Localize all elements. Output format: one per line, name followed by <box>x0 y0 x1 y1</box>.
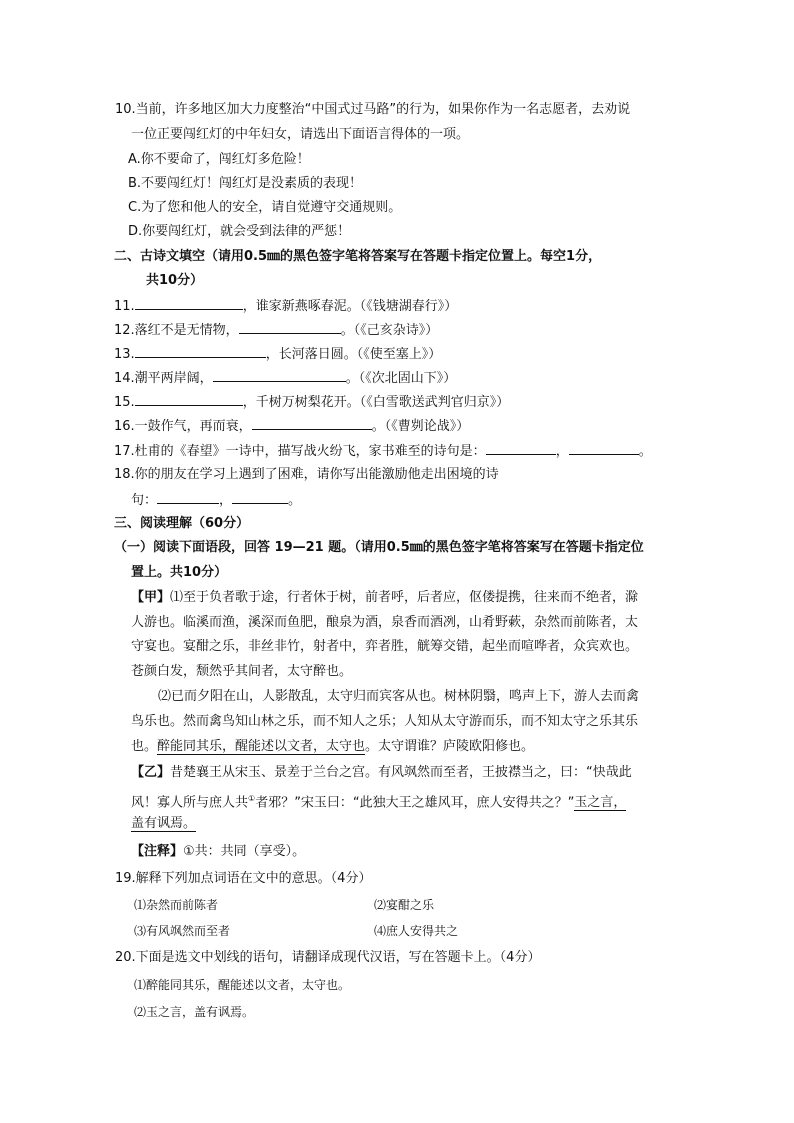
q16-text-after: 。（《曹刿论战》） <box>371 419 470 434</box>
q19-item-1: ⑴杂然而前陈者 <box>134 898 219 912</box>
q17-comma: ， <box>555 444 569 459</box>
q12-text-after: 。（《己亥杂诗》） <box>340 323 439 338</box>
q18-blank-2 <box>232 491 288 504</box>
section3-heading: 三、阅读理解（60分） <box>114 516 250 531</box>
footnote-marker: ① <box>248 794 256 803</box>
q14 <box>114 369 456 388</box>
q19-item-2: ⑵宴酣之乐 <box>374 898 435 912</box>
passage-jia-text-7a: 也。 <box>131 739 158 754</box>
passage-jia-line5: ⑵已而夕阳在山，人影散乱，太守归而宾客从也。树林阴翳，鸣声上下，游人去而禽 <box>158 689 640 704</box>
q18-comma: ， <box>219 493 233 508</box>
section3-sub1-line1: （一）阅读下面语段，回答 19—21 题。（请用0.5㎜的黑色签字笔将答案写在答题卡指定位 <box>114 540 644 555</box>
q15 <box>114 393 509 412</box>
passage-jia-line6: 鸟乐也。然而禽鸟知山林之乐，而不知人之乐；人知从太守游而乐，而不知太守之乐其乐 <box>131 714 639 729</box>
passage-yi-text-2b: 者邪？”宋玉曰：“此独大王之雄风耳，庶人安得共之？” <box>255 795 575 811</box>
q11-number: 11. <box>114 299 135 314</box>
q19-item-3: ⑶有风飒然而至者 <box>134 924 231 938</box>
note-text: ①共：共同（享受）。 <box>183 844 306 859</box>
passage-jia-tag: 【甲】 <box>131 590 171 605</box>
q17-blank-2 <box>569 442 639 455</box>
passage-yi-text-2a: 风！寡人所与庶人共 <box>131 795 249 811</box>
q16 <box>114 417 469 436</box>
q15-text: ，千树万树梨花开。（《白雪歌送武判官归京》） <box>242 395 510 410</box>
q14-text-before: 14.潮平两岸阔， <box>114 371 213 386</box>
q18-blank-1 <box>157 491 219 504</box>
q14-blank <box>213 369 346 382</box>
q20-stem: 20.下面是选文中划线的语句，请翻译成现代汉语，写在答题卡上。（4分） <box>115 950 541 965</box>
q18-period: 。 <box>288 493 302 508</box>
section3-sub1-line2: 置上。共10分） <box>131 565 228 580</box>
passage-yi-underlined-1: 玉之言， <box>574 795 627 811</box>
passage-yi-line3 <box>131 815 196 833</box>
q14-text-after: 。（《次北固山下》） <box>345 371 457 386</box>
section2-heading-line2: 共10分） <box>146 273 204 288</box>
passage-yi-line1 <box>131 764 632 782</box>
q18-line2 <box>131 491 301 510</box>
q20-item-1: ⑴醉能同其乐，醒能述以文者，太守也。 <box>134 978 351 992</box>
passage-jia-line3: 守宴也。宴酣之乐，非丝非竹，射者中，弈者胜，觥筹交错，起坐而喧哗者，众宾欢也。 <box>131 639 639 654</box>
section2-heading-line1: 二、古诗文填空（请用0.5㎜的黑色签字笔将答案写在答题卡指定位置上。每空1分， <box>114 249 602 264</box>
q16-blank <box>252 417 372 430</box>
q12 <box>114 321 438 340</box>
passage-yi-text-1: 昔楚襄王从宋玉、景差于兰台之宫。有风飒然而至者，王披襟当之，曰：“快哉此 <box>170 765 632 780</box>
q10-option-d: D.你要闯红灯，就会受到法律的严惩！ <box>128 224 351 239</box>
q10-option-c: C.为了您和他人的安全，请自觉遵守交通规则。 <box>128 200 402 215</box>
q11-blank <box>135 297 243 310</box>
q13 <box>114 345 441 364</box>
passage-jia-text-7b: 。太守谓谁？庐陵欧阳修也。 <box>365 739 535 754</box>
q11-text: ，谁家新燕啄春泥。（《钱塘湖春行》） <box>242 299 458 314</box>
passage-jia-text-1: ⑴至于负者歌于途，行者休于树，前者呼，后者应，伛偻提携，往来而不绝者，滁 <box>170 590 639 605</box>
passage-jia-underlined: 醉能同其乐，醒能述以文者，太守也 <box>157 739 366 754</box>
q18-text-before: 句： <box>131 493 158 508</box>
q10-stem-line2: 一位正要闯红灯的中年妇女，请选出下面语言得体的一项。 <box>131 127 470 142</box>
passage-jia-line1 <box>131 589 638 607</box>
note-tag: 【注释】 <box>131 844 184 859</box>
q10-option-a: A.你不要命了，闯红灯多危险！ <box>128 152 310 167</box>
q15-number: 15. <box>114 395 135 410</box>
passage-jia-line7 <box>131 738 534 756</box>
q18-line1: 18.你的朋友在学习上遇到了困难，请你写出能激励他走出困境的诗 <box>114 467 499 482</box>
q17 <box>114 442 652 461</box>
q13-blank <box>135 345 266 358</box>
passage-yi-tag: 【乙】 <box>131 765 171 780</box>
q13-number: 13. <box>114 347 135 362</box>
passage-yi-line2 <box>131 790 626 812</box>
q17-period: 。 <box>638 444 652 459</box>
q19-stem: 19.解释下列加点词语在文中的意思。（4分） <box>115 871 372 886</box>
q10-option-b: B.不要闯红灯！闯红灯是没素质的表现！ <box>128 176 363 191</box>
passage-yi-underlined-2: 盖有讽焉。 <box>131 816 197 831</box>
q11 <box>114 297 457 316</box>
q20-item-2: ⑵玉之言，盖有讽焉。 <box>134 1005 255 1019</box>
q12-blank <box>239 321 341 334</box>
passage-jia-line4: 苍颜白发，颓然乎其间者，太守醉也。 <box>131 664 353 679</box>
q12-text-before: 12.落红不是无情物， <box>114 323 239 338</box>
passage-jia-line2: 人游也。临溪而渔，溪深而鱼肥，酿泉为酒，泉香而酒冽，山肴野蔌，杂然而前陈者，太 <box>131 615 639 630</box>
q17-text-before: 17.杜甫的《春望》一诗中，描写战火纷飞，家书难至的诗句是： <box>114 444 486 459</box>
q15-blank <box>135 393 243 406</box>
q10-stem-line1: 10.当前，许多地区加大力度整治“中国式过马路”的行为，如果你作为一名志愿者，去劝说 <box>115 102 631 117</box>
q13-text: ，长河落日圆。（《使至塞上》） <box>265 347 442 362</box>
q17-blank-1 <box>486 442 556 455</box>
q19-item-4: ⑷庶人安得共之 <box>374 924 459 938</box>
note <box>131 843 305 861</box>
q16-text-before: 16.一鼓作气，再而衰， <box>114 419 252 434</box>
